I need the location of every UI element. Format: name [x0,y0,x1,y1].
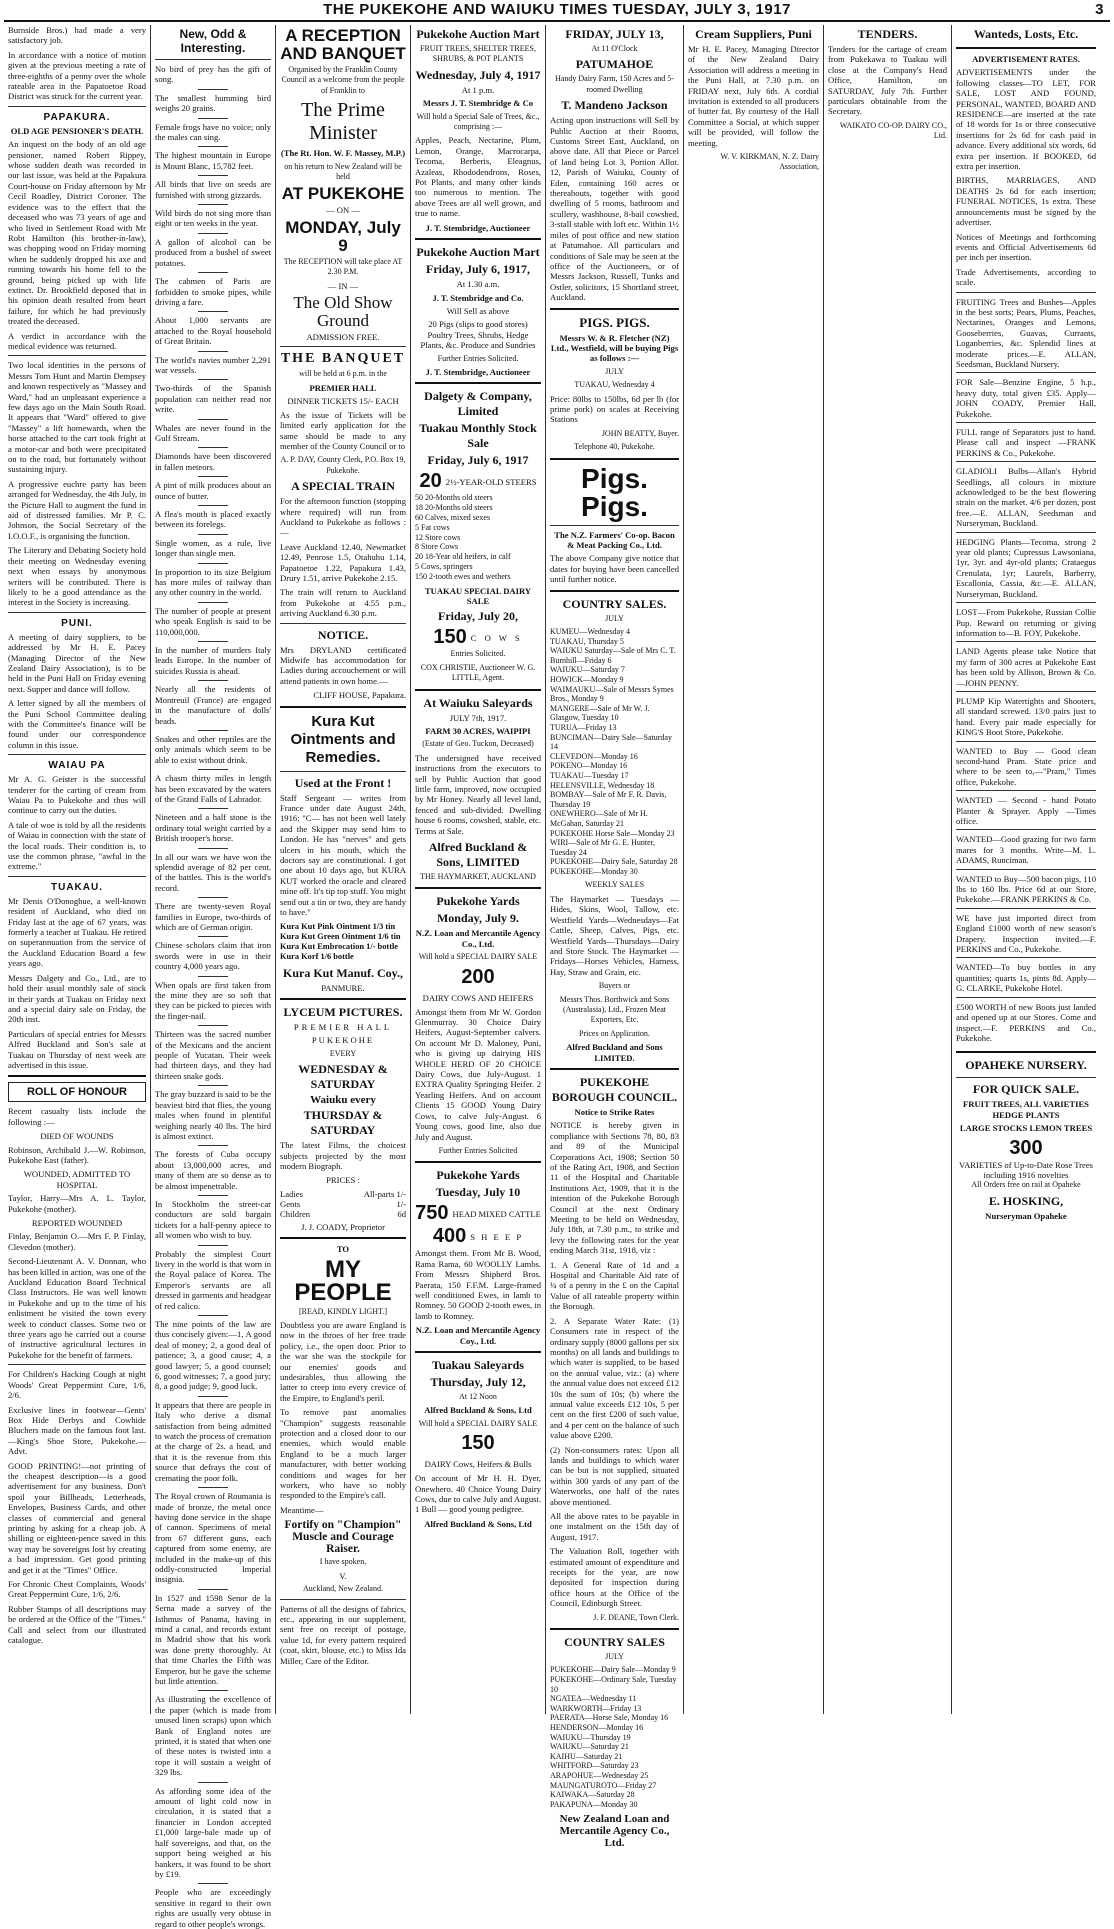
cattle-row: 750 HEAD MIXED CATTLE [415,1202,541,1225]
fact-item: The forests of Cuba occupy about 13,000,000 acres, and many of them are so dense as to be almost impenetrable. [155,1149,271,1191]
price-row: Gents 1/- [280,1198,406,1209]
puni-text: A meeting of dairy suppliers, to be addressed by Mr H. E. Pacey (Managing Director of the New Zealand Dairy Association), is to be held in the Puni Hall on Friday evening next. Supper and dance will follow. [8,631,146,694]
stembridge-auctioneer: J. T. Stembridge, Auctioneer [425,222,531,233]
country-sales-list: KUMEU—Wednesday 4 TUAKAU, Thursday 5 WAIUKU Saturday—Sale of Mrs C. T. Burnhill—Friday 6 WAIUKU—Saturday 7 HOWICK—Monday 9 WAIMAUKU—Sale of Messrs Symes Bros., Monday 9 MANGERE—Sale of Mr W. J. Glasgow, Tuesday 10 TURUA—Friday 13 BUNCIMAN—Dairy Sale—Saturday 14 CLEVEDON—Monday 16 POKENO—Monday 16 TUAKAU—Tuesday 17 HELENSVILLE, Wednesday 18 BOMBAY—Sale of Mr F. R. Davis, Thursday 19 ONEWHERO—Sale of Mr H. McGahan, Saturday 21 PUKEKOHE Horse Sale—Monday 23 WIRI—Sale of Mr G. E. Hunter, Tuesday 24 PUKEKOHE—Dairy Sale, Saturday 28 PUKEKOHE—Monday 30 [550,627,678,876]
fact-item: In the number of murders Italy leads Europe. In the number of suicides Russia is ahead. [155,645,271,676]
died-text: Robinson, Archibald J.—W. Robinson, Pukekohe East (father). [8,1144,146,1165]
waiuku-every-text: Waiuku every [310,1094,376,1107]
massey-text: (The Rt. Hon. W. F. Massey, M.P.) [280,148,406,159]
classified-ad [956,829,1096,868]
pukekohe-lyceum: PUKEKOHE [311,1035,375,1046]
classified-ad-text: £500 WORTH of new Boots just landed and opened up at our Stores. Come and inspect.—F. PERKINS and Co., Pukekohe. [956,1001,1096,1043]
waiuku-saleyards-heading: At Waiuku Saleyards [423,695,533,710]
pigs-big-heading: Pigs. Pigs. [581,462,648,522]
old-age-text: An inquest on the body of an old age pensioner, named Robert Rippey, whose sudden death was recorded in our last issue, was held at the Papakura Court-house on Friday afternoon by Mr Cecil Roadley, District Coroner. The evidence was to the effect that the deceased who was 73 years of age and who lived in Settlement Road with Mr Robt Hamilton (his brother-in-law), was chopping wood on Friday morning when he suddenly dropped his axe and running towards his home fell to the ground, being picked up with life extinct. Dr. Brookfield deposed that in his opinion death resulted from heart failure, for which he had previously treated the deceased. [8,139,146,327]
return-text: on his return to New Zealand will be held [284,161,402,182]
classified-ad [956,422,1096,461]
classified-ad [956,997,1096,1047]
rate-3: (2) Non-consumers rates: Upon all lands and buildings to which water can be but is not supplied, situated within 300 yards of any part of the Waterworks, one half of the rates above mentioned. [550,1444,679,1507]
reception-heading: A RECEPTION AND BANQUET [280,26,406,63]
price-row: Children 6d [280,1208,406,1219]
columns [4,25,1110,1929]
reported-heading: REPORTED WOUNDED [31,1218,123,1228]
kura-kut-item: Kura Kut Green Ointment 1/6 tin [280,931,401,941]
buckland-3: Alfred Buckland & Sons, Ltd [424,1518,532,1529]
will-sell-text: Will hold a Special Sale of Trees, &c., comprising :— [416,111,540,132]
fact-item: As illustrating the excellence of the paper (which is made from unused linen scraps) upon which Bank of England notes are printed, it is stated that when one of these notes is twisted into a rope it will sustain a weight of 329 lbs. [155,1694,271,1778]
column-4 [411,25,546,1714]
fact-item: A flea's mouth is placed exactly between its forelegs. [155,509,271,530]
sheep-text: Amongst them. From Mr B. Wood, Rama Rama, 60 WOOLLY Lambs. From Messrs Shipherd Bros. Paerata, 150 F.F.M. Large-framed well conditioned Ewes, in lamb to Romney. 50 GOOD 2-tooth ewes, in lamb to Romney. [415,1248,541,1321]
classified-ad [956,641,1096,691]
at-pukekohe-heading: AT PUKEKOHE [281,184,405,204]
tuakau-saleyards-heading: Tuakau Saleyards [432,1357,524,1372]
beatty-text: JOHN BEATTY, Buyer. [601,428,679,438]
nzfc-text: The above Company give notice that dates for buying have been cancelled until further notice. [550,553,679,585]
papakura-heading: PAPAKURA. [43,111,111,123]
tenders-heading: TENDERS. [857,27,918,41]
rate-4: All the above rates to be payable in one instalment on the 15th day of August, 1917. [550,1511,679,1542]
puni-text-2: A letter signed by all the members of the Puni School Committee dealing with the Committee's finance will be found under our correspondence column in this issue. [8,698,146,750]
fact-item: When opals are first taken from the mine they are so soft that they can be picked to pieces with the finger-nail. [155,979,271,1021]
fact-item: Wild birds do not sing more than eight or ten weeks in the year. [155,208,271,229]
country-july: JULY [605,613,624,623]
panmure-text: PANMURE. [321,982,365,993]
classified-ad [956,602,1096,641]
every-text: EVERY [329,1048,357,1058]
waiau-text-2: A tale of woe is told by all the residents of Waiau in connection with the state of the local roads. Their condition is, to use the common phrase, "awful in the extreme." [8,819,146,872]
weekly-sales-heading: WEEKLY SALES [584,880,645,890]
stembridge-auctioneer-2: J. T. Stembridge, Auctioneer [425,366,531,377]
hacking-cough-text: For Children's Hacking Cough at night Woods' Great Peppermint Cure, 1/6, 2/6. [8,1369,146,1401]
euchre-text: A progressive euchre party has been arranged for Wednesday, the 4th July, in the Picture Hall to augment the fund in aid of distressed families. Mr P. C. Johnson, the Social Secretary of the I.O.O.F., is organising the function. [8,478,146,541]
special-dairy-sale: TUAKAU SPECIAL DAIRY SALE [424,585,532,606]
died-heading: DIED OF WOUNDS [40,1131,114,1142]
fact-item: Single women, as a rule, live longer than single men. [155,537,271,559]
kura-kut-manuf: Kura Kut Manuf. Coy., [282,965,403,980]
fact-item: People who are exceedingly sensitive in regard to their own rights are usually very obtuse in regard to other people's wrongs. [155,1887,271,1929]
auction-mart-2-heading: Pukekohe Auction Mart [416,245,540,260]
films-text: The latest Films, the choicest subjects projected by the most modern Biograph. [280,1140,406,1171]
at-11: At 11 O'Clock [591,44,638,53]
fact-item: Nineteen and a half stone is the ordinary total weight carried by a British trooper's horse. [155,812,271,844]
classified-ad-text: FULL range of Separators just to hand. Please call and inspect —FRANK PERKINS & Co., Pukekohe. [956,427,1096,458]
classified-ad [956,372,1096,422]
july-label: JULY [605,366,624,376]
dairy-text: Amongst them from Mr W. Gordon Glenmurray. 30 Choice Dairy Heifers, August-September calvers. On account Mr D. Maloney, Puni, who is giving up dairying HIS WHOLE HERD OF 20 CHOICE Dairy Cows, due July-August. 1 EXTRA Quality Springing Heifer. 2 Yearling Heifers. And on account Clients 15 GOOD Young Dairy Cows, to calve July-August. 6 Young cows, good line, also due July and August. [415,1006,541,1142]
remove-text: To remove past anomalies "Champion" suggests reasonable protection and a closed door to our enemies, which would enable England to be a much larger manufacturer, with better working conditions and wages for her workers, who have so nobly responded to the Empire's call. [280,1407,406,1501]
classified-ad-text: HEDGING Plants—Tecoma, strong 2 year old plants; Cupressus Lawsoniana, 1yr, 3yr. and 4yr-old plants; Crataegus Crenulata, 1yr; Laurels, Barberry, Escallonia, Cassia, &c.—E. ALLAN, Nurseryman, Buckland. [956,536,1096,599]
kura-kut-item: Kura Kut Embrocation 1/- bottle [280,941,399,951]
column-1 [4,25,151,1714]
friday-july-13: FRIDAY, JULY 13, [565,27,664,41]
to-text: TO [336,1244,350,1255]
buyers-text: Messrs Thos. Borthwick and Sons (Australasia), Ltd., Frozen Meat Exporters, Etc. [559,994,670,1025]
fact-item: Female frogs have no voice; only the males can sing. [155,121,271,143]
tenders-text: Tenders for the cartage of cream from Pukekawa to Tuakau will close at the Company's Head Office, Hamilton, on SATURDAY, July 7th. Further particulars obtainable from the Secretary. [828,44,947,117]
doubtless-text: Doubtless you are aware England is now in the throes of her free trade policy, i.e., the open door. Prior to the war she was the stockpile for our enemies' goods and undesirables, thus allowing the latter to creep into every crevice of the Empire, to England's peril. [280,1319,406,1403]
hosking-heading: E. HOSKING, [988,1193,1064,1208]
meantime-text: Meantime— [280,1504,324,1515]
buckland-heading: Alfred Buckland & Sons, LIMITED [428,840,528,870]
on-text: — ON — [326,205,360,216]
rates-notice-text: NOTICE is hereby given in compliance with Sections 78, 80, 83 and 89 of the Municipal Corporations Act, 1908; Section 50 of the Rating Act, 1908, and Section 11 of the Hospital and Charitable Institutions Act, 1909, that it is the intention of the Pukekohe Borough Council at the next Ordinary Meeting to be held on Wednesday, July 18th, at 7.30 p.m., to strike and levy the following rates for the year ending March 31st, 1918, viz : [550,1120,679,1256]
auction-mart-heading: Pukekohe Auction Mart [416,27,540,41]
tuakau-wednesday: TUAKAU, Wednesday 4 [574,380,655,390]
haymarket-text: THE HAYMARKET, AUCKLAND [420,872,536,882]
rate-paragraph: In accordance with a notice of motion given at the previous meeting a rate of three-eighths of a penny over the whole rateable area in the Papatoetoe Road District was struck for the current year. [8,49,146,102]
cream-text: Mr H. E. Pacey, Managing Director of the New Zealand Dairy Association will address a meeting in the Puni Hall, at 7.30 p.m. on FRIDAY next, July 6th. A cordial invitation is extended to all producers of butter fat. By courtesy of the Hall Committee a Social, at which supper will be provided, will follow the meeting. [688,44,819,148]
fact-item: There are twenty-seven Royal families in Europe, two-thirds of which are of German origin. [155,901,271,932]
buckland-sons: Alfred Buckland and Sons LIMITED. [566,1042,663,1063]
reported-text: Finlay, Benjamin O.—Mrs F. P. Finlay, Clevedon (mother). [8,1231,146,1252]
thu-sat-heading: THURSDAY & SATURDAY [303,1108,383,1138]
fact-item: Two-thirds of the Spanish population can neither read nor write. [155,383,271,415]
stembridge-text: Messrs J. T. Stembridge & Co [422,98,534,109]
tuakau-text-2: Messrs Dalgety and Co., Ltd., are to hold their usual monthly sale of stock in their yards at Tuakau on Friday next and a special dairy sale on Friday, the 20th inst. [8,972,146,1025]
fact-item: The world's navies number 2,291 war vessels. [155,354,271,375]
column-3 [276,25,411,1714]
classified-ad [956,790,1096,829]
lieutenant-text: Second-Lieutenant A. V. Donnan, who has been killed in action, was one of the Auckland Education Board Technical Class Instructors. He was well known in Pukekohe and up to the time of his enlistment he visited the town every week to conduct classes. Some two or three years ago he carried out a course of instructive agricultural lectures in Pukekohe for the benefit of farmers. [8,1256,146,1360]
classified-ad-text: WANTED to Buy — Good clean second-hand Pram. State price and where to be seen to,—"Pram," Times office, Pukekohe. [956,745,1096,787]
fact-item: The nine points of the law are thus concisely given:—1, A good deal of money; 2, a good deal of patience; 3, a good cause; 4, a good lawyer; 5, a good counsel; 6, good witnesses; 7, a good jury; 8, a good judge; 9, good luck. [155,1319,271,1392]
classified-ad [956,869,1096,908]
dairy-cows-row: 200 DAIRY COWS AND HEIFERS [422,965,534,1003]
steers-row: 20 2½-YEAR-OLD STEERS [419,470,537,493]
fruit-trees-text: FRUIT TREES, SHELTER TREES, SHRUBS, & POT PLANTS [420,44,536,64]
monday-july-9: Monday, July 9. [436,911,520,926]
premier-hall-lyceum: PREMIER HALL [293,1021,393,1032]
estate-text: (Estate of Geo. Tuckon, Deceased) [422,739,534,749]
spoken-text: I have spoken, [319,1557,367,1567]
fact-item: In Stockholm the street-car conductors are sold bargain tickets for a half-penny apiece to all women who wish to buy. [155,1198,271,1241]
classified-ad-text: WANTED—To buy bottles in any quantities; quarts 1s, pints 8d. Apply—G. CLARKE, Pukekohe Hotel. [956,962,1096,994]
fact-item: A chasm thirty miles in length has been excavated by the waters of the Grand Falls of Labrador. [155,773,271,804]
pukekohe-yards-heading: Pukekohe Yards [436,894,520,909]
will-hold-special: Will hold a SPECIAL DAIRY SALE [418,952,538,962]
coady-text: J. J. COADY, Proprietor [301,1221,385,1232]
tuakau-text-3: Particulars of special entries for Messrs Alfred Buckland and Son's sale at Tuakau on Thursday of next week are advertised in this issue. [8,1028,146,1070]
printing-text: GOOD PRINTING!—not printing of the cheapest description—is a good advertisement for any business. Don't spoil your Billheads, Letterheads, Envelopes, Business Cards, and other classes of commercial and general printing by asking for a cheap job. A shilling or eighteen-pence saved in this way may be sovereigns lost by creating a bad impression. Get good printing and get it at the "Times" Office. [8,1460,146,1575]
rate-1: 1. A General Rate of 1d and a Hospital and Charitable Aid rate of ¼ of a penny in the £ on the Capital Value of all rateable property within the Borough. [550,1259,679,1312]
lemon-trees-text: LARGE STOCKS LEMON TREES [959,1123,1093,1134]
train-return: The train will return to Auckland from Pukekohe at 4.55 p.m., arriving Auckland 6.30 p.m. [280,587,406,619]
fact-item: A gallon of alcohol can be produced from a bushel of sweet potatoes. [155,236,271,268]
facts-list [155,64,271,1929]
fact-item: In 1527 and 1598 Senor de la Serna made a survey of the Isthmus of Panama, having in mind a canal, and records extant in Madrid show that his work was done pretty thoroughly. At that time Charles the Fifth was Emperor, but he gave the scheme but little attention. [155,1592,271,1686]
fact-item: Diamonds have been discovered in fallen meteors. [155,451,271,472]
rate-5: The Valuation Roll, together with estimated amount of expenditure and receipts for the year, are now deposited for inspection during office hours at the Office of the Council, Edinburgh Street. [550,1546,679,1609]
column-8 [952,25,1100,1714]
wed-sat-heading: WEDNESDAY & SATURDAY [298,1062,388,1092]
farm-heading: FARM 30 ACRES, WAIPIPI [425,725,531,736]
fact-item: In all our wars we have won the splendid average of 82 per cent. of the battles. This is the world's record. [155,851,271,893]
classified-ad-text: GLADIOLI Bulbs—Allan's Hybrid Seedlings, all colours in mixture acknowledged to be the best flowering strain on the market. 4/6 per dozen, post free.—E. ALLAN, Seedsman and Nurseryman, Buckland. [956,466,1096,529]
further-entries: Further Entries Solicited. [437,353,519,363]
train-text: For the afternoon function (stopping where required) will run from Auckland to Pukekohe as follows :— [280,496,406,538]
kirkman-signature: W. V. KIRKMAN, N. Z. Dairy Association, [720,152,819,172]
kura-kut-list [280,922,406,962]
at-noon: At 12 Noon [459,1391,497,1401]
telephone-text: Telephone 40, Pukekohe. [574,442,655,452]
pig-price-text: Price: 80lbs to 150lbs, 6d per lb (for prime pork) on scales at Receiving Stations [550,393,679,425]
nzfc-heading: The N.Z. Farmers' Co-op. Bacon & Meat Packing Co., Ltd. [554,529,675,550]
tuesday-july-10: Tuesday, July 10 [435,1185,521,1200]
stembridge-co-text: J. T. Stembridge and Co. [432,292,524,303]
classified-ad [956,741,1096,791]
fact-item: Snakes and other reptiles are the only animals which seem to be able to exist without drink. [155,733,271,765]
classified-ad-text: WE have just imported direct from England £1000 worth of new season's Drapery. Inspection invited.—F. PERKINS and Co., Pukekohe. [956,912,1096,955]
fact-item: As affording some idea of the amount of light cold now in circulation, it is stated that a financier in London accepted £1,000 large-bale made up of half sovereigns, and that, on the support being weighed at his bankers, it was found to be short by £19. [155,1785,271,1879]
my-people-heading: MY PEOPLE [294,1255,392,1306]
rose-varieties-row: 300 VARIETIES of Up-to-Date Rose Trees including 1916 novelties [959,1136,1093,1180]
classified-ad-text: LAND Agents please take Notice that my farm of 300 acres at Pukekohe East has been sold by Allison, Brown & Co.—JOHN PENNY. [956,646,1096,688]
notice-heading: NOTICE. [317,627,369,642]
fact-item: About 1,000 servants are attached to the Royal household of Great Britain. [155,315,271,347]
fact-item: Nearly all the residents of Montreuil (France) are engaged in the manufacture of dolls' heads. [155,684,271,726]
tickets-text: As the issue of Tickets will be limited early application for the same should be made to any member of the County Council or to [280,409,406,451]
fact-item: Whales are never found in the Gulf Stream. [155,422,271,443]
pigs-heading: PIGS. PIGS. [579,314,650,330]
cows-row: 150 C O W S [433,626,523,649]
estate-details: The undersigned have received instructions from the executors to sell by Public Auction that good little farm, improved, now occupied by Mr Honey. Nearly all level land, fenced and sub-divided. Dwelling house 6 rooms, cowshed, stable, etc. Terms at Sale. [415,752,541,836]
fact-item: It appears that there are people in Italy who derive a dismal satisfaction from being admitted to watch the process of cremation at the charge of 2s. a head, and that it is the revenue from this source that defrays the cost of cremating the poor folk. [155,1399,271,1483]
chest-text: For Chronic Chest Complaints, Woods' Great Peppermint Cure, 1/6, 2/6. [8,1579,146,1600]
opaheke-heading: OPAHEKE NURSERY. [965,1058,1087,1073]
special-train-heading: A SPECIAL TRAIN [291,479,395,494]
fact-item: The Royal crown of Roumania is made of bronze, the metal once having done service in the shape of cannon. Specimens of metal from 67 different guns, each captured from some enemy, are included in the make-up of this oddly-constructed Imperial insignia. [155,1491,271,1585]
classified-ad-text: FOR Sale—Benzine Engine, 5 h.p., heavy duty, total given £35. Apply—JOHN COADY, Premier Hall, Pukekohe. [956,377,1096,419]
kura-kut-item: Kura Korf 1/6 bottle [280,951,354,961]
classified-ad [956,292,1096,373]
cox-christie: COX CHRISTIE, Auctioneer W. G. LITTLE, Agent. [420,662,536,683]
classified-ad [956,691,1096,741]
trade-text: Trade Advertisements, according to scale. [956,266,1096,288]
day-signature: A. P. DAY, County Clerk, P.O. Box 19, Pukekohe. [280,455,406,475]
fact-item: A pint of milk produces about an ounce of butter. [155,480,271,501]
used-at-front-heading: Used at the Front ! [294,775,392,790]
classified-ad [956,461,1096,531]
sheep-row: 400 S H E E P [432,1225,524,1248]
fact-item: In proportion to its size Belgium has more miles of railway than any other country in the world. [155,566,271,598]
fletcher-text: Messrs W. & R. Fletcher (NZ) Ltd., Westfield, will be buying Pigs as follows :— [550,332,679,364]
banquet-heading: THE BANQUET [280,351,406,367]
friday-july-6: Friday, July 6, 1917 [427,453,529,468]
classified-ad [956,957,1096,996]
masthead-title: THE PUKEKOHE AND WAIUKU TIMES TUESDAY, JULY 3, 1917 [323,1,791,18]
prime-minister-heading: The Prime Minister [301,99,385,145]
classified-ad-text: WANTED to Buy—500 bacon pigs, 110 lbs to 160 lbs. Price 6d at our Store, Pukekohe.—FRANK PERKINS & Co. [956,873,1096,905]
two-local-text: Two local identities in the persons of Messrs Tom Hunt and Martin Dempsey and known respectively as "Massey and Ward," had an unpleasant experience a few days ago on the Main South Road. It appears that "Ward" offered to give "Massey" a lift homewards, when the horse attached to the cart took fright at a motor-car and both were precipitated on to the road, but fortunately without sustaining injury. [8,360,146,475]
premier-hall-text: PREMIER HALL [309,382,377,393]
waikato-signature: WAIKATO CO-OP. DAIRY CO., Ltd. [839,120,947,141]
friday-6-date: Friday, July 6, 1917, [425,262,530,277]
tuakau-heading: TUAKAU. [51,881,103,893]
country-sales-2-list: PUKEKOHE—Dairy Sale—Monday 9 PUKEKOHE—Ordinary Sale, Tuesday 10 NGATEA—Wednesday 11 WARKWORTH—Friday 13 PAERATA—Horse Sale, Monday 16 HENDERSON—Monday 16 WAIUKU—Thursday 19 WAIUKU—Saturday 21 KAIHU—Saturday 21 WHITFORD—Saturday 23 ARAPOHUE—Wednesday 25 MAUNGATUROTO—Friday 27 KAIWAKA—Saturday 28 PAKAPUNA—Monday 30 [550,1665,677,1809]
column-2 [151,25,276,1929]
price-row: Ladies All-parts 1/- [280,1188,406,1199]
mandeno-heading: T. Mandeno Jackson [561,98,668,113]
classified-ad-text: FRUITING Trees and Bushes—Apples in the best sorts; Pears, Plums, Peaches, Nectarines, Oranges and Lemons, Gooseberries, Guavas, Currants, Loganberries, &c. Splendid lines at moderate prices.—E. ALLAN, Seedsman, Buckland Nursery. [956,296,1096,369]
nurseryman-text: Nurseryman Opaheke [985,1210,1067,1221]
train-times: Leave Auckland 12.40, Newmarket 12.49, Penrose 1.5, Otahuhu 1.14, Papatoetoe 1.22, Papakura 1.43, Drury 1.51, arrive Pukekohe 2.15. [280,541,406,583]
rubber-stamps-text: Rubber Stamps of all descriptions may be ordered at the Office of the "Times." Call and select from our illustrated catalogue. [8,1603,146,1646]
classified-ad-text: WANTED — Second - hand Potato Planter & Sprayer. Apply —Times office. [956,795,1096,826]
at-1pm: At 1 p.m. [461,84,495,95]
wednesday-date: Wednesday, July 4, 1917 [415,67,541,82]
nz-loan-mercantile: New Zealand Loan and Mercantile Agency Co., Ltd. [559,1813,670,1850]
stock-list: 50 20-Months old steers 18 20-Months old steers 60 Calves, mixed sexes 5 Fat cows 12 Store cows 8 Store Cows 20 18-Year old heifers, in calf 5 Cows, springers 150 2-tooth ewes and wethers [415,493,511,581]
fact-item: The gray buzzard is said to be the heaviest bird that flies, the young males when found in plentiful weighing nearly 40 lbs. The bird is almost extinct. [155,1089,271,1141]
borough-council-heading: PUKEKOHE BOROUGH COUNCIL. [551,1074,678,1104]
classified-ad-text: PLUMP Kip Watertights and Shooters, all standard screwed. 13/0 pairs just to hand. Every pair made especially for KING'S Boot Store, Pukekohe. [956,695,1096,738]
classified-ad-text: LOST—From Pukekohe, Russian Collie Pup. Reward on returning or giving information to—B. FOY, Pukekohe. [956,607,1096,638]
sell-as-above: Will Sell as above [446,305,510,316]
births-text: BIRTHS, MARRIAGES, AND DEATHS 2s 6d for each insertion; FUNERAL NOTICES, 1s extra. These announcements must be signed by the advertiser. [956,175,1096,228]
further-entries-2: Further Entries Solicited [438,1145,518,1155]
admitted-text: Taylor, Harry—Mrs A. L. Taylor, Pukekohe (mother). [8,1193,146,1214]
tuakau-monthly-heading: Tuakau Monthly Stock Sale [419,421,537,451]
banquet-time-text: will be held at 6 p.m. in the [299,369,387,379]
handy-farm-text: Handy Dairy Farm, 150 Acres and 5-roomed Dwelling [555,74,674,94]
ad-rates-heading: ADVERTISEMENT RATES. [972,54,1080,64]
deane-signature: J. F. DEANE, Town Clerk. [593,1612,679,1622]
wanteds-heading: Wanteds, Losts, Etc. [973,27,1079,41]
v-signature: V. [339,1570,347,1581]
show-ground-heading: The Old Show Ground [293,293,393,331]
used-text: Staff Sergeant — writes from France under date August 24th, 1916: "C— has not been well lately and the Skipper may send him to London. He has "nerves" and gets ulcers in his mouth, which the doctors say are constitutional. I got one about 10 days ago, but KURA KUT worked the oracle and cleared mine off. It's tip top stuff. You might send out a tin or two, they are handy to have." [280,792,406,918]
verdict-text: A verdict in accordance with the medical evidence was returned. [8,330,146,351]
prices-heading: PRICES : [326,1175,360,1186]
friday-july-20: Friday, July 20, [437,609,518,624]
kura-kut-item: Kura Kut Pink Ointment 1/3 tin [280,921,396,931]
nz-loan-2: N.Z. Loan and Mercantile Agency Coy., Ltd. [415,1325,541,1346]
patterns-text: Patterns of all the designs of fabrics, etc., appearing in our supplement, sent free on receipt of postage, value 1d, for every pattern required (coat, skirt, blouse, etc.) to Miss Ida Miller, Care of the Editor. [280,1603,406,1666]
will-hold-special-2: Will hold a SPECIAL DAIRY SALE [418,1418,538,1428]
fact-item: No bird of prey has the gift of song. [155,64,271,85]
column-7 [824,25,952,1714]
fortify-heading: Fortify on "Champion" Muscle and Courage Raiser. [284,1519,402,1556]
meetings-text: Notices of Meetings and forthcoming events and Official Advertisements 6d per inch per insertion. [956,231,1096,263]
country-sales-heading: COUNTRY SALES. [562,596,667,611]
dalgety-heading: Dalgety & Company, Limited [424,389,532,419]
tuakau-text: Mr Denis O'Donoghue, a well-known resident of Auckland, who died on Friday last at the age of 67 years, was formerly a teacher at Tuakau. He retired on superannuation from the service of the Auckland Education Board a few years ago. [8,895,146,969]
trees-text: Apples, Peach, Nectarine, Plum, Lemon, Orange, Macrocarpa, Tecoma, Berberis, Eleagnus, Azaleas, Rhododendrons, Roses, Pot Plants, and many other kinds too numerous to mention. The above Trees are all well grown, and true to name. [415,135,541,219]
fact-item: The smallest humming bird weighs 20 grains. [155,92,271,114]
auckland-text: Auckland, New Zealand. [303,1584,383,1594]
monday-heading: MONDAY, July 9 [285,217,401,255]
thursday-july-12: Thursday, July 12, [430,1374,526,1389]
odd-interesting-heading: New, Odd & Interesting. [179,27,247,55]
footwear-text: Exclusive lines in footwear—Gents' Box Hide Derbys and Cowhide Bluchers made on the famous foot last.—King's Shoe Store, Pukekohe.—Advt. [8,1404,146,1457]
at-130: At 1.30 a.m. [456,279,500,290]
organised-text: Organised by the Franklin County Council as a welcome from the people of Franklin to [281,65,405,95]
admission-free-text: ADMISSION FREE. [306,332,380,343]
classified-ad [956,908,1096,958]
fact-item: The cabmen of Paris are forbidden to smoke pipes, while driving a fare. [155,276,271,307]
patumahoe-heading: PATUMAHOE [575,57,654,72]
prices-on-application: Prices on Application. [579,1028,650,1038]
column-5 [546,25,684,1850]
classified-ad-text: WANTED—Good grazing for two farm mares for 3 months. Write—M. L. ADAMS, Runciman. [956,834,1096,866]
buyers-label: Buyers or [598,981,631,991]
reception-time-text: The RECEPTION will take place AT 2.30 P.M. [283,256,403,277]
old-age-heading: OLD AGE PENSIONER'S DEATH. [10,125,144,136]
haymarket-schedule: The Haymarket — Tuesdays — Hides, Skins, Wool, Tallow, etc. Westfield Yards—Wednesdays—Fat Cattle, Sheep, Calves, Pigs, etc. Westfield Yards—Thursdays—Dairy and Store Stock. The Haymarket — Fridays—Horses Vehicles, Harness, Hay, Straw and Grain, etc. [550,893,679,977]
dinner-tickets-text: DINNER TICKETS 15/- EACH [287,396,399,407]
admitted-heading: WOUNDED, ADMITTED TO HOSPITAL [23,1169,131,1190]
pukekohe-yards-2-heading: Pukekohe Yards [436,1168,520,1183]
kura-kut-heading: Kura Kut Ointments and Remedies. [290,712,396,766]
in-text: — IN — [327,280,359,291]
dairy2-text: On account of Mr H. H. Dyer, Onewhero. 40 Choice Young Dairy Cows, due to calve July and August. 1 Bull — good young pedigree. [415,1473,541,1515]
fact-item: Probably the simplest Court livery in the world is that worn in the Royal palace of Korea. The Emperor's servants are all dressed in garments and headgear of red calico. [155,1248,271,1311]
ad-rates-text: ADVERTISEMENTS under the following classes—TO LET, FOR SALE, LOST AND FOUND, PERSONAL, WANTED, BOARD AND RESIDENCE—are inserted at the rate of 18 words for 1s or three consecutive insertions for 2s 6d for cash paid in advance. Every additional six words, 6d extra per insertion. If BOOKED, 6d extra per insertion. [956,67,1096,172]
fact-item: All birds that live on seeds are furnished with strong gizzards. [155,179,271,200]
fact-item: The highest mountain in Europe is Mount Blanc, 15,782 feet. [155,150,271,171]
rate-2: 2. A Separate Water Rate: (1) Consumers rate in respect of the ordinary supply (8000 gallons per six months) on all lands and buildings to which water is supplied, to be based on the annual value, viz.: (a) where the annual value does not exceed £12 10s the sum of 10s; (b) where the annual value exceeds £12 10s, 5 per cent on the first £200 of such value, and 4 per cent on the balance of such value above £200. [550,1315,679,1441]
country2-july: JULY [605,1652,624,1662]
waiau-text: Mr A. G. Geister is the successful tenderer for the carting of cream from Waiau Pa to Pukekohe and thus will continue to carry out the duties. [8,774,146,816]
fact-item: The number of people at present who speak English is said to be 110,000,000. [155,605,271,637]
debating-text: The Literary and Debating Society hold their meeting on Wednesday evening next when essays by anonymous writers will be contributed. There is likely to be a good attendance as the interest in the Society is increasing. [8,545,146,608]
fruit-trees-text: FRUIT TREES, ALL VARIETIES HEDGE PLANTS [963,1099,1089,1120]
notice-text: Mrs DRYLAND certificated Midwife has accommodation for Ladies during accouchement or will attend patients in own home.— [280,644,406,686]
cliff-house-text: CLIFF HOUSE, Papakura. [313,690,406,701]
lyceum-heading: LYCEUM PICTURES. [283,1004,403,1019]
kindly-light-text: [READ, KINDLY LIGHT.] [298,1306,388,1316]
classified-ads [956,292,1096,1047]
fact-item: Chinese scholars claim that iron swords were in use in their country 4,000 years ago. [155,940,271,972]
masthead [4,0,1110,22]
quick-sale-heading: FOR QUICK SALE. [972,1082,1080,1097]
fact-item: Thirteen was the sacred number of the Mexicans and the ancient people of Yucatan. Their week had thirteen days, and they had thirteen snake gods. [155,1029,271,1081]
puni-heading: PUNI. [61,617,93,629]
buckland-2: Alfred Buckland & Sons, Ltd [424,1405,532,1416]
pigs-list: 20 Pigs (slips to good stores) Poultry Trees, Shrubs, Hedge Plants, &c. Produce and Sundries [420,319,536,351]
entries-solicited: Entries Solicited. [450,649,506,659]
nz-loan-heading: N.Z. Loan and Mercantile Agency Co., Ltd. [415,928,541,949]
mandeno-text: Acting upon instructions will Sell by Public Auction at their Rooms, Customs Street East, Auckland, on above date. All that Piece or Parcel of land being Lot 3, Portion Allot. 12, Parish of Waiuku, County of Eden, containing 160 acres or thereabouts, together with good dwelling of 5 rooms, bathroom and scullery, washhouse, 8-bail cowshed, 3-stall stable with loft etc. Within 1½ miles of post office and new station at Patumahoe. All particulars and conditions of Sale may be seen at the office of the Auctioneers, or of Messrs Jackson, Russell, Tunks and Ostler, solicitors, 15 Shortland street, Auckland. [550,115,679,303]
july-7th: JULY 7th, 1917. [449,712,507,723]
dairy2-row: 150 DAIRY Cows, Heifers & Bulls [424,1432,532,1470]
column-6 [684,25,824,1714]
intro-text: Burnside Bros.) had made a very satisfactory job. [8,25,146,46]
cream-suppliers-heading: Cream Suppliers, Puni [695,27,812,41]
orders-text: All Orders free on rail at Opaheke [971,1180,1081,1190]
strike-rates-heading: Notice to Strike Rates [574,1106,655,1117]
page-number: 3 [1095,1,1104,18]
waiau-heading: WAIAU PA [48,760,106,772]
country-sales-2-heading: COUNTRY SALES [564,1635,665,1650]
classified-ad [956,532,1096,602]
roll-intro: Recent casualty lists include the following :— [8,1106,146,1127]
roll-of-honour-heading: ROLL OF HONOUR [8,1082,146,1102]
